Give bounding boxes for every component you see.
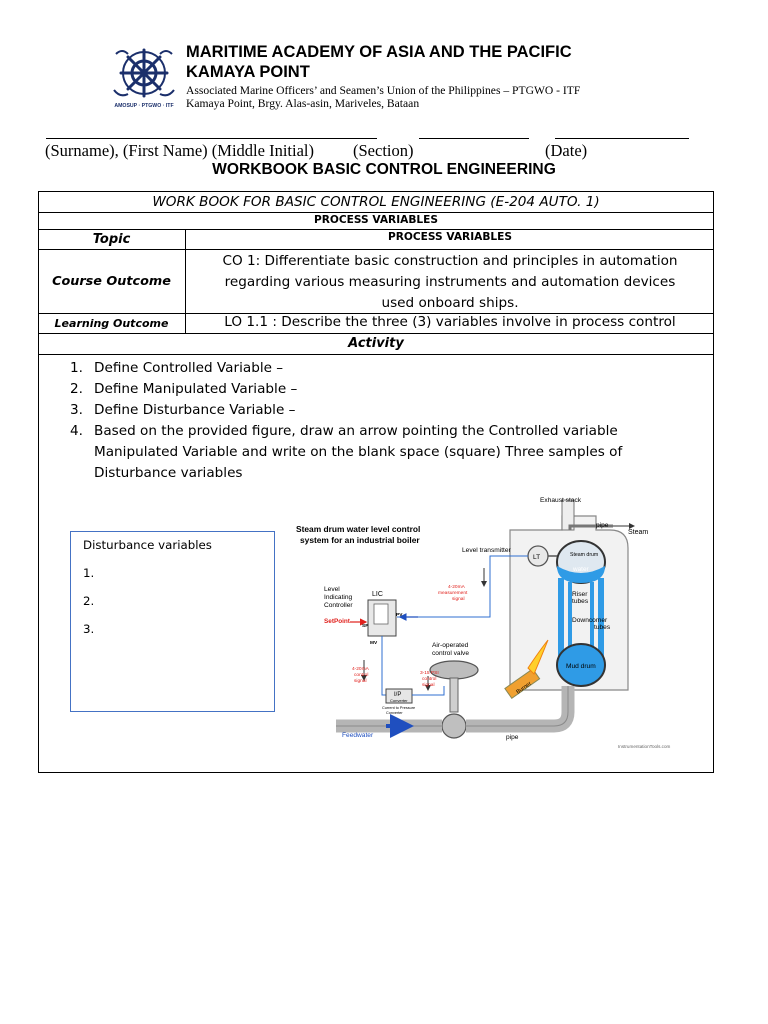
academy-logo [110, 46, 178, 110]
activity-text: Disturbance variables [94, 465, 243, 481]
activity-text: Define Manipulated Variable – [94, 381, 298, 397]
level-transmitter-label: Level transmitter [462, 547, 511, 554]
control-signal-label: control [354, 673, 369, 678]
mv-label: MV [370, 641, 378, 646]
topic-value: PROCESS VARIABLES [387, 231, 513, 243]
riser-label: tubes [572, 598, 589, 605]
boiler-control-figure [278, 490, 710, 752]
steam-label: Steam [628, 529, 649, 536]
name-blank-line[interactable] [46, 138, 377, 139]
measurement-signal-label: measurement [438, 591, 468, 596]
measurement-signal-label: signal [452, 597, 465, 602]
figure-title: system for an industrial boiler [300, 535, 420, 545]
activity-item [70, 421, 674, 484]
course-outcome-value [186, 251, 714, 314]
lic-label: LIC [372, 591, 383, 598]
activity-number: 2. [70, 381, 83, 397]
control-valve-body [442, 714, 466, 738]
activity-text: Manipulated Variable and write on the blank space (square) Three samples of [94, 444, 623, 460]
pv-label: PV [396, 613, 403, 618]
feedwater-label: Feedwater [342, 732, 374, 739]
activity-number: 4. [70, 423, 83, 439]
row-divider [38, 249, 714, 250]
downcomer-label: Downcomer [572, 617, 608, 624]
activity-number: 1. [70, 360, 83, 376]
course-outcome-line: CO 1: Differentiate basic construction and principles in automation [222, 253, 678, 269]
control-signal-label: 4-20mA [352, 667, 369, 672]
name-label: (Surname), (First Name) (Middle Initial) [45, 141, 314, 160]
row-divider [38, 333, 714, 334]
control-valve-label: Air-operated [432, 642, 469, 649]
course-outcome-line: used onboard ships. [381, 295, 519, 311]
learning-outcome-label: Learning Outcome [54, 317, 169, 330]
control-valve-actuator [430, 661, 478, 679]
activity-text: Based on the provided figure, draw an arrow pointing the Controlled variable [94, 423, 618, 439]
downcomer-label: tubes [594, 624, 611, 631]
org-title [186, 42, 572, 82]
activity-number: 3. [70, 402, 83, 418]
setpoint-label: SetPoint [324, 618, 350, 625]
row-divider [38, 354, 714, 355]
disturbance-item[interactable]: 1. [83, 566, 95, 580]
disturbance-item[interactable]: 3. [83, 622, 95, 636]
pipe-label: pipe [596, 522, 609, 529]
psi-signal-label: control [422, 677, 437, 682]
table-title: WORK BOOK FOR BASIC CONTROL ENGINEERING (E-204 AUTO. 1) [152, 194, 600, 210]
controller-label: Level [324, 586, 340, 593]
date-blank-line[interactable] [555, 138, 689, 139]
disturbance-box-title: Disturbance variables [83, 538, 212, 552]
learning-outcome-value: LO 1.1 : Describe the three (3) variables involve in process control [224, 314, 676, 330]
converter-desc: Current to Pressure [382, 706, 416, 710]
row-divider [38, 229, 714, 230]
exhaust-stack-label: Exhaust stack [540, 497, 582, 504]
activity-text: Define Disturbance Variable – [94, 402, 296, 418]
pipe-label: pipe [506, 734, 519, 741]
activity-list [70, 358, 674, 484]
disturbance-item[interactable]: 2. [83, 594, 95, 608]
section-label: (Section) [353, 141, 414, 160]
activity-label: Activity [348, 336, 404, 351]
activity-item [70, 400, 674, 421]
figure-title: Steam drum water level control [296, 524, 421, 534]
logo-text: AMOSUP · PTGWO · ITF [114, 103, 174, 109]
activity-item [70, 358, 674, 379]
date-label: (Date) [545, 141, 588, 160]
org-name-line2: KAMAYA POINT [186, 63, 310, 81]
mud-drum-label: Mud drum [566, 663, 596, 670]
riser-label: Riser [572, 591, 588, 598]
measurement-signal-label: 4-20mA [448, 585, 465, 590]
course-outcome-label: Course Outcome [52, 274, 171, 289]
workbook-title: WORKBOOK BASIC CONTROL ENGINEERING [212, 161, 556, 178]
control-valve-label: control valve [432, 650, 470, 657]
ip-label: I/P [394, 692, 402, 698]
row-divider [38, 212, 714, 213]
psi-signal-label: signal [422, 683, 435, 688]
steam-drum-label: Steam drum [570, 552, 599, 558]
org-name-line1: MARITIME ACADEMY OF ASIA AND THE PACIFIC [186, 43, 572, 61]
table-subtitle: PROCESS VARIABLES [313, 214, 439, 226]
burner-label: Burner [515, 680, 533, 696]
converter-desc: Converter [386, 711, 403, 715]
course-outcome-line: regarding various measuring instruments and automation devices [224, 274, 676, 290]
disturbance-variables-box[interactable] [70, 531, 275, 712]
org-subtitle [186, 84, 580, 110]
address: Kamaya Point, Brgy. Alas-asin, Mariveles, Bataan [186, 97, 420, 110]
water-label: water [573, 566, 589, 573]
figure-credit: InstrumentationTools.com [618, 744, 671, 749]
control-signal-label: signal [354, 679, 367, 684]
union-name: Associated Marine Officers’ and Seamen’s Union of the Philippines – PTGWO - ITF [186, 84, 581, 97]
section-blank-line[interactable] [419, 138, 529, 139]
controller-label: Controller [324, 602, 353, 609]
controller-label: Indicating [324, 594, 353, 601]
sp-label: SP [362, 624, 369, 629]
topic-label: Topic [92, 232, 131, 247]
lt-label: LT [533, 554, 541, 561]
converter-label: Converter [390, 698, 408, 703]
psi-signal-label: 3-15 PSI [420, 671, 439, 676]
activity-item [70, 379, 674, 400]
activity-text: Define Controlled Variable – [94, 360, 284, 376]
